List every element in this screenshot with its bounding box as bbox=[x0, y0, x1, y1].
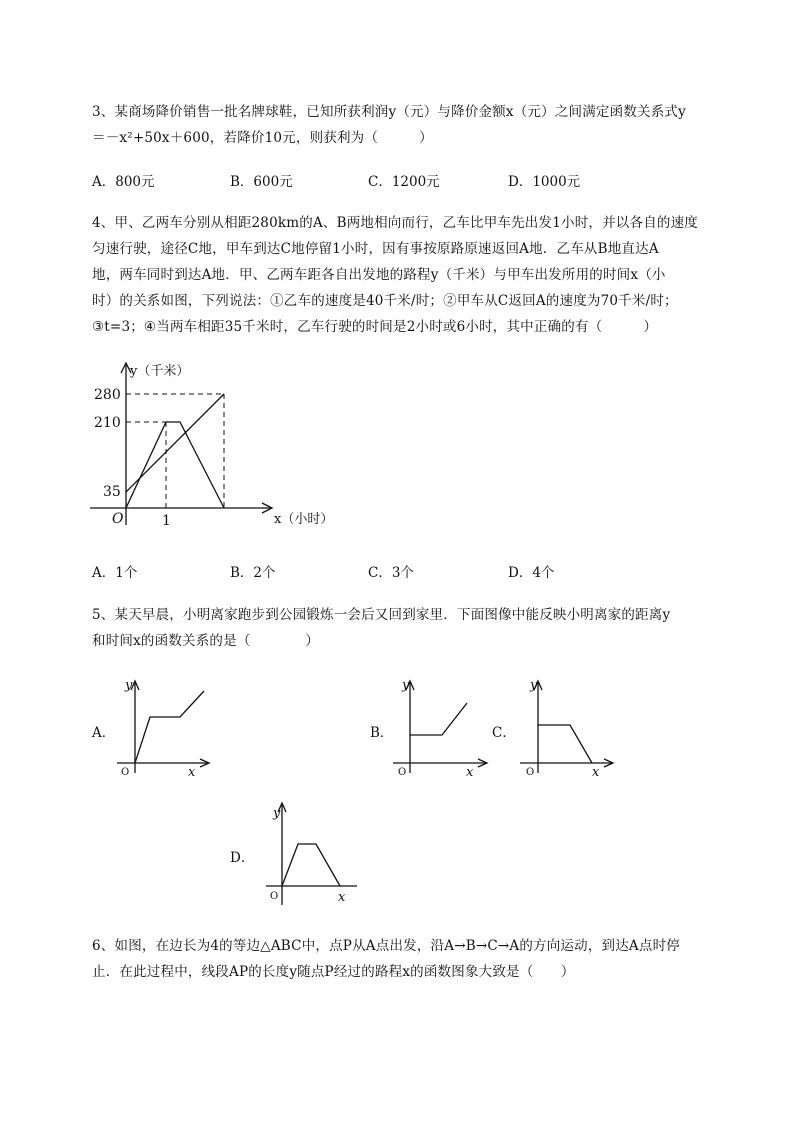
q5-line-2: 和时间x的函数关系的是（ ） bbox=[92, 633, 320, 649]
q5-graph-b-x: x bbox=[466, 765, 474, 780]
q3-option-c: C．1200元 bbox=[368, 174, 440, 190]
q5-graph-b-y: y bbox=[402, 678, 410, 693]
q4-tick-210: 210 bbox=[94, 415, 121, 431]
q4-graph bbox=[90, 355, 390, 545]
q5-graph-a bbox=[112, 675, 212, 780]
q4-x-label: x（小时） bbox=[274, 512, 334, 527]
q4-option-a: A．1个 bbox=[92, 565, 138, 581]
q5-graph-d-label: D． bbox=[230, 850, 255, 866]
q5-graph-b bbox=[390, 675, 490, 780]
q3-option-a: A．800元 bbox=[92, 174, 155, 190]
q4-car-jia-path bbox=[126, 422, 224, 508]
q6-line-1: 6、如图，在边长为4的等边△ABC中，点P从A点出发，沿A→B→C→A的方向运动，到达A点时停 bbox=[92, 938, 680, 954]
q5-graph-c bbox=[516, 675, 616, 780]
q5-graph-d-o: O bbox=[270, 891, 279, 902]
q4-option-d: D．4个 bbox=[508, 565, 555, 581]
q4-line-5: ③t=3；④当两车相距35千米时，乙车行驶的时间是2小时或6小时，其中正确的有（ ） bbox=[92, 319, 658, 335]
q3-line-1: 3、某商场降价销售一批名牌球鞋，已知所获利润y（元）与降价金额x（元）之间满定函数关系式y bbox=[92, 104, 686, 120]
q4-line-4: 时）的关系如图，下列说法：①乙车的速度是40千米/时；②甲车从C返回A的速度为70千米/时； bbox=[92, 293, 678, 309]
q5-graph-a-x: x bbox=[188, 765, 196, 780]
q5-graph-c-label: C． bbox=[492, 725, 516, 741]
q4-line-2: 匀速行驶，途径C地，甲车到达C地停留1小时，因有事按原路原速返回A地．乙车从B地直达A bbox=[92, 241, 659, 257]
q3-option-b: B．600元 bbox=[230, 174, 293, 190]
q5-graph-d-curve bbox=[282, 844, 340, 886]
q5-graph-a-y: y bbox=[125, 678, 133, 693]
q6-line-2: 止．在此过程中，线段AP的长度y随点P经过的路程x的函数图象大致是（ ） bbox=[92, 964, 575, 980]
q5-graph-a-curve bbox=[135, 691, 204, 763]
q4-option-c: C．3个 bbox=[368, 565, 414, 581]
q4-tick-35: 35 bbox=[103, 484, 121, 500]
q5-graph-d-x: x bbox=[338, 890, 346, 905]
q4-tick-1: 1 bbox=[162, 513, 171, 529]
q5-graph-b-o: O bbox=[398, 767, 407, 778]
q4-y-label: y（千米） bbox=[130, 364, 190, 379]
q5-graph-d-y: y bbox=[273, 806, 281, 821]
q3-option-d: D．1000元 bbox=[508, 174, 581, 190]
q5-graph-a-o: O bbox=[121, 767, 130, 778]
q5-graph-c-o: O bbox=[526, 767, 535, 778]
q5-graph-d bbox=[262, 797, 362, 912]
q4-line-3: 地，两车同时到达A地．甲、乙两车距各自出发地的路程y（千米）与甲车出发所用的时间x（小 bbox=[92, 267, 666, 283]
q4-option-b: B．2个 bbox=[230, 565, 276, 581]
q5-line-1: 5、某天早晨，小明离家跑步到公园锻炼一会后又回到家里．下面图像中能反映小明离家的距离y bbox=[92, 607, 671, 623]
q5-graph-c-x: x bbox=[592, 765, 600, 780]
q5-graph-c-curve bbox=[538, 725, 592, 763]
q3-line-2: ＝－x²+50x＋600，若降价10元，则获利为（ ） bbox=[92, 130, 433, 146]
q4-tick-280: 280 bbox=[94, 387, 121, 403]
q5-graph-b-label: B． bbox=[370, 725, 394, 741]
q5-graph-c-y: y bbox=[530, 678, 538, 693]
q4-line-1: 4、甲、乙两车分别从相距280km的A、B两地相向而行，乙车比甲车先出发1小时，并以各自的速度 bbox=[92, 215, 698, 231]
q4-car-yi-path bbox=[126, 394, 224, 492]
q5-graph-a-label: A． bbox=[92, 725, 116, 741]
q5-graph-b-curve bbox=[410, 703, 467, 735]
q4-origin: O bbox=[112, 511, 124, 527]
